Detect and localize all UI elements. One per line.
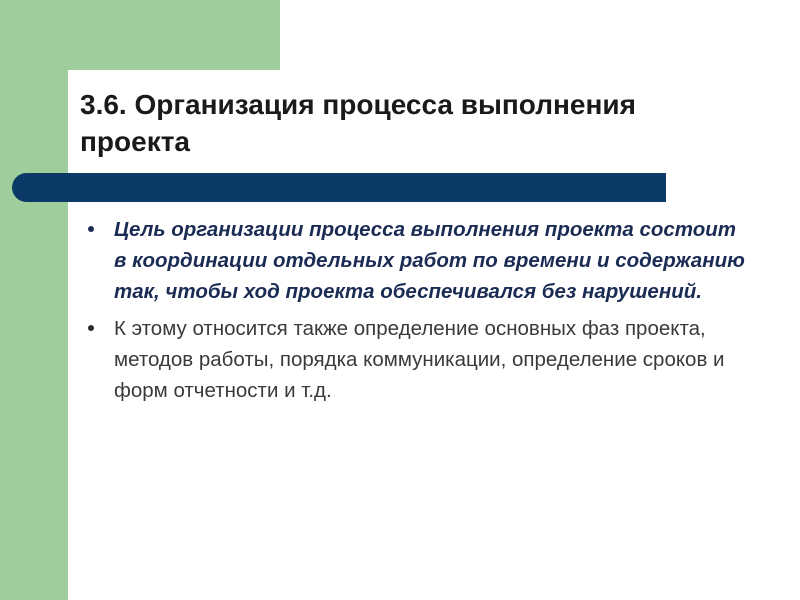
bullet-dot-icon bbox=[88, 226, 94, 232]
bullet-text: Цель организации процесса выполнения проекта состоит в координации отдельных работ по времени и содержанию так, чтобы ход проекта обеспечивался без нарушений. bbox=[114, 218, 745, 303]
decor-green-left bbox=[0, 0, 68, 600]
bullet-dot-icon bbox=[88, 325, 94, 331]
bullet-text: К этому относится также определение основных фаз проекта, методов работы, порядка коммуникации, определение сроков и форм отчетности и т.д. bbox=[114, 317, 725, 402]
title-bar bbox=[12, 173, 666, 202]
bullet-list bbox=[86, 214, 746, 412]
slide-title: 3.6. Организация процесса выполнения проекта bbox=[80, 89, 636, 157]
bullet-item-scope bbox=[86, 313, 746, 406]
bullet-item-goal bbox=[86, 214, 746, 307]
